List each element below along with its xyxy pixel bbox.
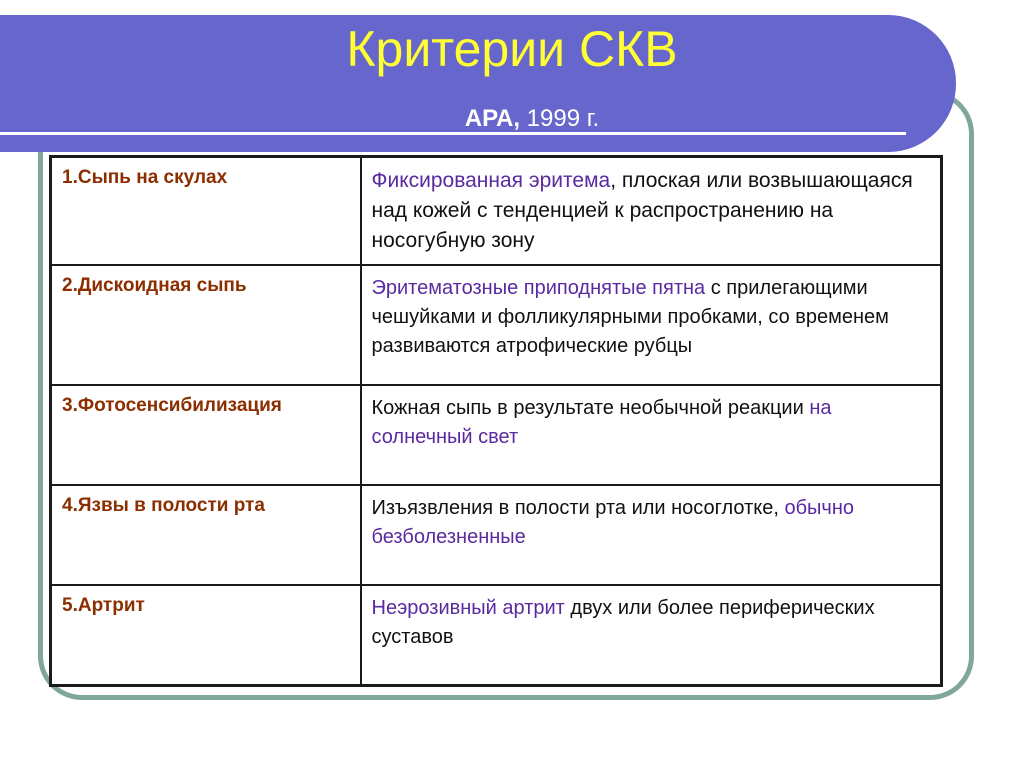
slide-title: Критерии СКВ <box>346 21 678 77</box>
table-row <box>51 157 942 266</box>
table-row <box>51 585 942 685</box>
criterion-name: 5.Артрит <box>51 585 361 685</box>
description-text: с прилегающими чешуйками и фолликулярными пробками, со временем развиваются атрофические рубцы <box>371 277 889 357</box>
criterion-name: 3.Фотосенсибилизация <box>51 385 361 485</box>
description-text: двух или более периферических суставов <box>371 597 875 648</box>
description-text: , плоская или возвышающаяся над кожей с тенденцией к распространению на носогубную зону <box>371 169 913 252</box>
criterion-name: 1.Сыпь на скулах <box>51 157 361 266</box>
description-highlight: Фиксированная эритема <box>371 169 611 192</box>
criterion-description <box>361 157 942 266</box>
description-highlight: обычно безболезненные <box>371 497 855 548</box>
table-row <box>51 385 942 485</box>
table-row <box>51 485 942 585</box>
criterion-description <box>361 485 942 585</box>
criterion-name: 2.Дискоидная сыпь <box>51 265 361 385</box>
criterion-description <box>361 385 942 485</box>
criterion-description <box>361 585 942 685</box>
criterion-name: 4.Язвы в полости рта <box>51 485 361 585</box>
subtitle-year: 1999 г. <box>520 105 600 132</box>
table-row <box>51 265 942 385</box>
description-text: Кожная сыпь в результате необычной реакции <box>371 397 810 419</box>
description-highlight: Эритематозные приподнятые пятна <box>371 277 706 299</box>
description-highlight: на солнечный свет <box>371 397 832 448</box>
description-highlight: Неэрозивный артрит <box>371 597 565 619</box>
criteria-table <box>49 155 943 687</box>
subtitle-org: АРА, <box>464 105 520 132</box>
slide-subtitle <box>0 105 1024 133</box>
description-text: Изъязвления в полости рта или носоглотке, <box>371 497 785 519</box>
header-rule <box>0 132 906 135</box>
criterion-description <box>361 265 942 385</box>
